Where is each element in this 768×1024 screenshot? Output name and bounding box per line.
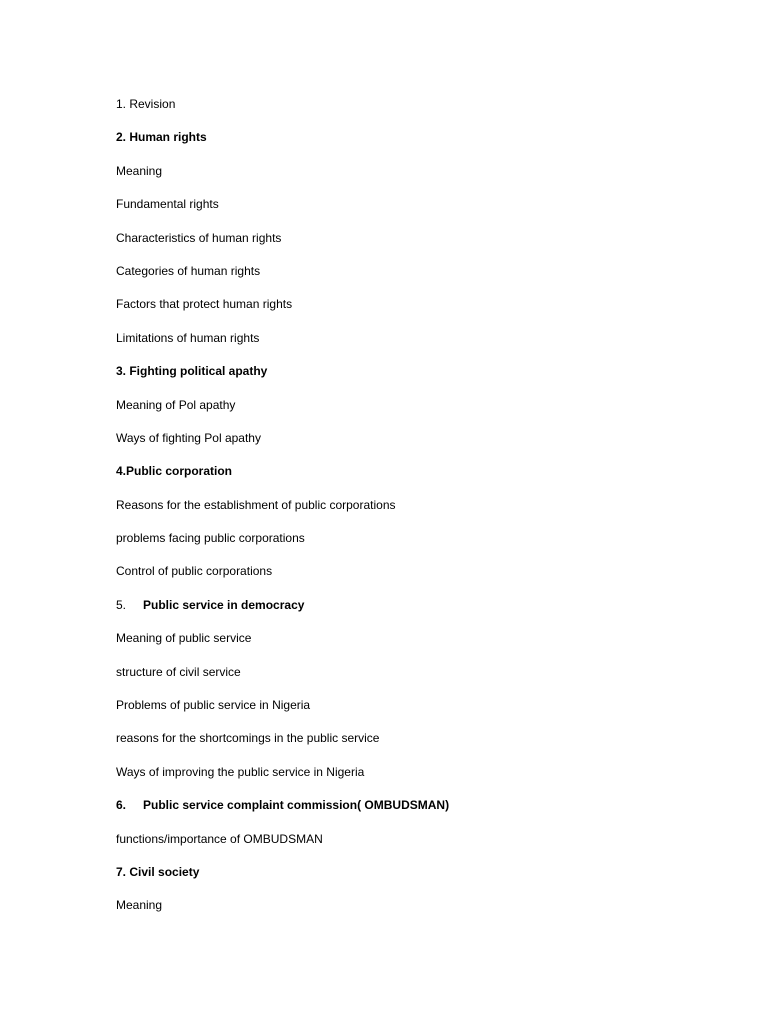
topic-item: Categories of human rights [116, 263, 261, 278]
section-heading-human-rights: 2. Human rights [116, 130, 207, 145]
topic-item: functions/importance of OMBUDSMAN [116, 831, 323, 846]
topic-item: Control of public corporations [116, 564, 273, 579]
topic-item: reasons for the shortcomings in the public service [116, 731, 380, 746]
topic-item: Meaning of public service [116, 631, 252, 646]
section-heading-public-corporation: 4.Public corporation [116, 464, 233, 479]
document-page [116, 95, 736, 930]
section-heading-public-service-democracy [116, 596, 736, 614]
section-heading-text: Public service in democracy [143, 597, 305, 612]
topic-item: Factors that protect human rights [116, 297, 293, 312]
topic-item: Problems of public service in Nigeria [116, 698, 311, 713]
section-number: 5. [116, 597, 127, 612]
topic-item: Meaning [116, 163, 163, 178]
section-heading-political-apathy: 3. Fighting political apathy [116, 364, 268, 379]
topic-item: Characteristics of human rights [116, 230, 282, 245]
topic-item: Limitations of human rights [116, 330, 260, 345]
topic-item: Fundamental rights [116, 197, 219, 212]
revision-item: 1. Revision [116, 97, 176, 111]
section-heading-text: Public service complaint commission( OMBUDSMAN) [143, 798, 450, 813]
section-number: 6. [116, 798, 127, 813]
topic-item: Ways of fighting Pol apathy [116, 430, 261, 445]
section-heading-ombudsman [116, 796, 736, 814]
topic-item: Meaning of Pol apathy [116, 397, 236, 412]
topic-item: Reasons for the establishment of public corporations [116, 497, 396, 512]
topic-item: structure of civil service [116, 664, 241, 679]
topic-item: problems facing public corporations [116, 531, 305, 546]
section-heading-civil-society: 7. Civil society [116, 864, 200, 879]
topic-item: Meaning [116, 898, 163, 913]
topic-item: Ways of improving the public service in Nigeria [116, 764, 365, 779]
